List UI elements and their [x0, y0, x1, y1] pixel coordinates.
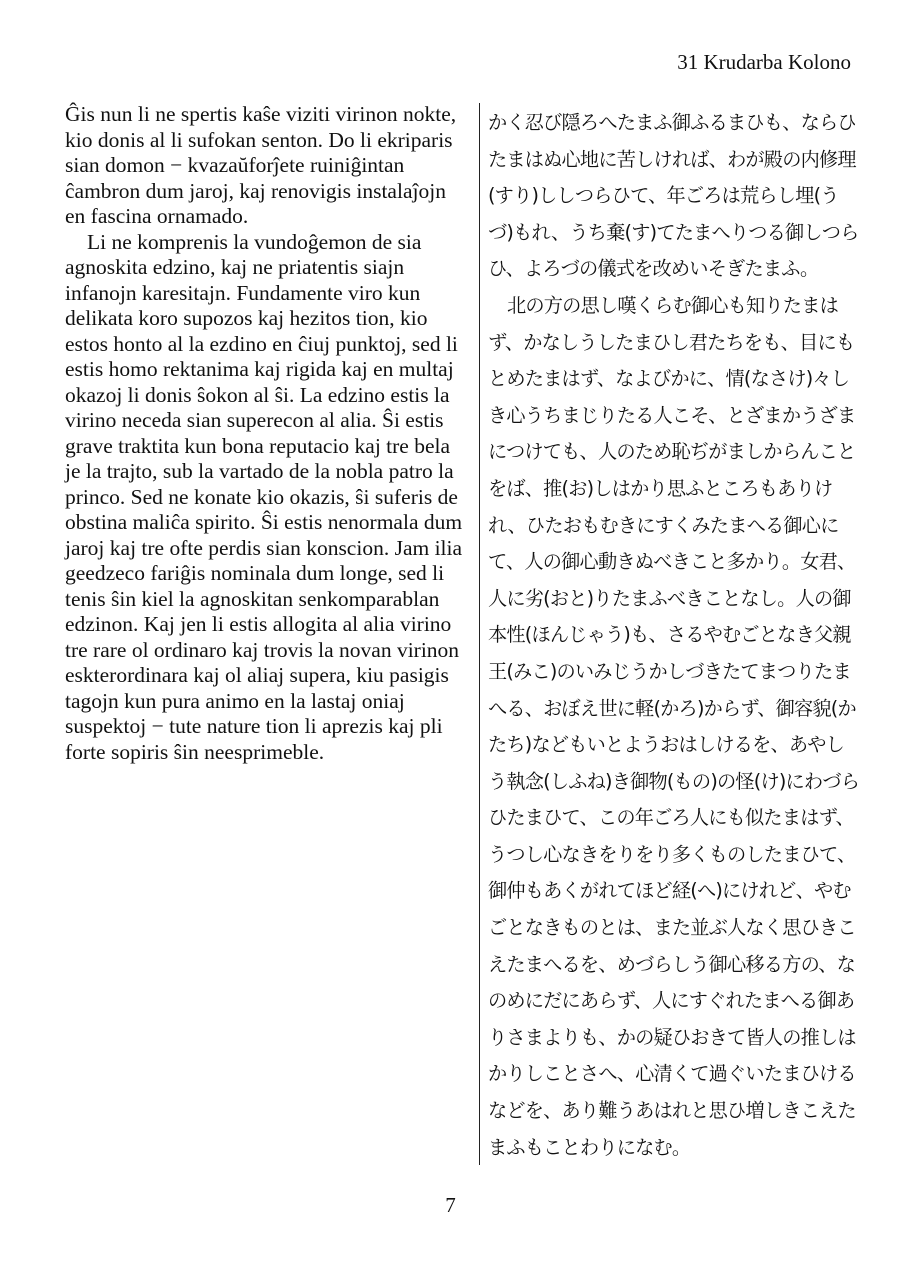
esperanto-paragraph: Ĝis nun li ne spertis kaŝe viziti virinon nokte, kio donis al li sufokan senton. Do li ekriparis sian domon − kvazaŭforĵete ruiniĝintan ĉambron dum jaroj, kaj renovigis instalaĵojn en fascina ornamado. [65, 102, 457, 228]
japanese-paragraph: かく忍び隠ろへたまふ御ふるまひも、ならひたまはぬ心地に苦しければ、わが殿の内修理(すり)ししつらひて、年ごろは荒らし埋(うづ)もれ、うち棄(す)てたまへりつる御しつらひ、よろづの儀式を改めいそぎたまふ。 [488, 111, 859, 281]
page-number: 7 [445, 1193, 456, 1217]
running-header [677, 50, 851, 75]
esperanto-column [65, 102, 467, 765]
japanese-column [488, 105, 860, 1166]
esperanto-paragraph: Li ne komprenis la vundoĝemon de sia agnoskita edzino, kaj ne priatentis siajn infanojn karesitajn. Fundamente viro kun delikata koro supozos kaj hezitos tion, kio estos honto al la ezdino en ĉiuj punktoj, sed li estis homo rektanima kaj rigida kaj en multaj okazoj li donis ŝokon al ŝi. La edzino estis la virino neceda sian superecon al alia. Ŝi estis grave traktita kun bona reputacio kaj tre bela je la trajto, sub la vartado de la nobla patro la princo. Sed ne konate kio okazis, ŝi suferis de obstina maliĉa spirito. Ŝi estis nenormala dum jaroj kaj tre ofte perdis sian konscion. Jam ilia geedzeco fariĝis nominala dum longe, sed li tenis ŝin kiel la agnoskitan senkomparablan edzinon. Kaj jen li estis allogita al alia virino tre rare ol ordinaro kaj trovis la novan virinon eskterordinara kaj ol aliaj supera, kiu pasigis tagojn kun pura animo en la lastaj oniaj suspektoj − tute nature tion li aprezis kaj pli forte sopiris ŝin neesprimeble. [65, 229, 463, 764]
column-divider [479, 103, 480, 1165]
running-title: 31 Krudarba Kolono [677, 50, 851, 74]
japanese-paragraph: 北の方の思し嘆くらむ御心も知りたまはず、かなしうしたまひし君たちをも、目にもとめたまはず、なよびかに、情(なさけ)々しき心うちまじりたる人こそ、とざまかうざまにつけても、人のため恥ぢがましからんことをば、推(お)しはかり思ふところもありけれ、ひたおもむきにすくみたまへる御心にて、人の御心動きぬべきこと多かり。女君、人に劣(おと)りたまふべきことなし。人の御本性(ほんじゃう)も、さるやむごとなき父親王(みこ)のいみじうかしづきたてまつりたまへる、おぼえ世に軽(かろ)からず、御容貌(かたち)などもいとようおはしけるを、あやしう執念(しふね)き御物(もの)の怪(け)にわづらひたまひて、この年ごろ人にも似たまはず、うつし心なきをりをり多くものしたまひて、御仲もあくがれてほど経(へ)にけれど、やむごとなきものとは、また並ぶ人なく思ひきこえたまへるを、めづらしう御心移る方の、なのめにだにあらず、人にすぐれたまへる御ありさまよりも、かの疑ひおきて皆人の推しはかりしことさへ、心清くて過ぐいたまひけるなどを、あり難うあはれと思ひ増しきこえたまふもことわりになむ。 [488, 293, 860, 1159]
